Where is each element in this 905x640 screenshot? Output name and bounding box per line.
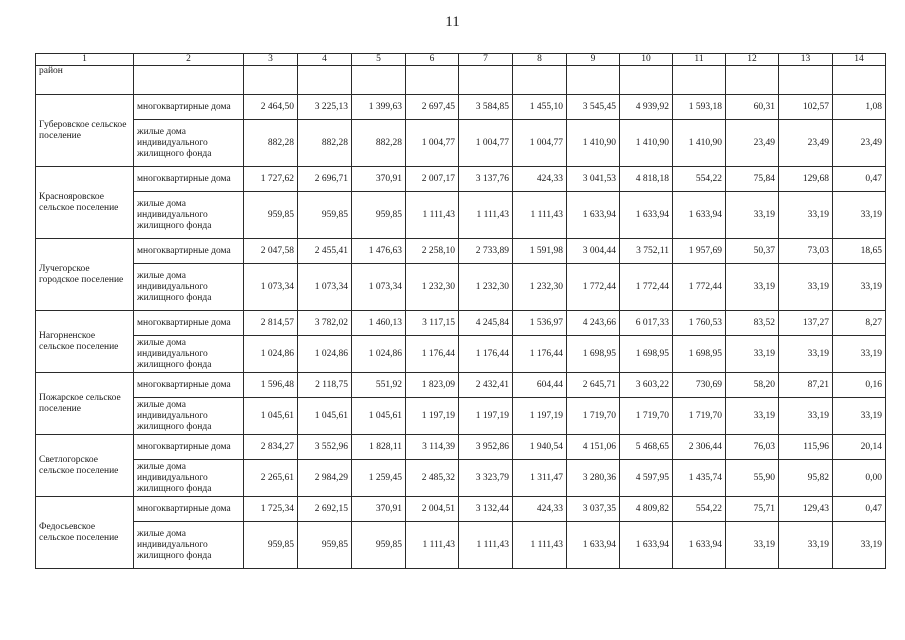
column-number: 2 [134, 54, 244, 66]
value-cell: 3 545,45 [567, 95, 620, 120]
value-cell: 1 633,94 [620, 522, 673, 569]
value-cell: 1 111,43 [459, 192, 513, 239]
settlement-name: Федосьевское сельское поселение [36, 497, 134, 569]
value-cell: 115,96 [779, 435, 833, 460]
table-row-private [36, 398, 886, 435]
empty-cell [726, 66, 779, 95]
column-number: 6 [406, 54, 459, 66]
value-cell: 2 696,71 [298, 167, 352, 192]
value-cell: 3 132,44 [459, 497, 513, 522]
value-cell: 6 017,33 [620, 311, 673, 336]
value-cell: 1 940,54 [513, 435, 567, 460]
empty-cell [779, 66, 833, 95]
value-cell: 4 245,84 [459, 311, 513, 336]
table-row-apartment [36, 497, 886, 522]
settlement-name: Пожарское сельское поселение [36, 373, 134, 435]
table-row-private [36, 120, 886, 167]
value-cell: 1 772,44 [620, 264, 673, 311]
value-cell: 33,19 [726, 264, 779, 311]
value-cell: 1 311,47 [513, 460, 567, 497]
value-cell: 2 464,50 [244, 95, 298, 120]
value-cell: 2 118,75 [298, 373, 352, 398]
value-cell: 1 719,70 [620, 398, 673, 435]
housing-type-private: жилые дома индивидуального жилищного фонда [134, 522, 244, 569]
value-cell: 1 633,94 [673, 192, 726, 239]
value-cell: 1 725,34 [244, 497, 298, 522]
housing-type-private: жилые дома индивидуального жилищного фонда [134, 264, 244, 311]
value-cell: 551,92 [352, 373, 406, 398]
value-cell: 8,27 [833, 311, 886, 336]
empty-cell [406, 66, 459, 95]
value-cell: 1 460,13 [352, 311, 406, 336]
value-cell: 4 939,92 [620, 95, 673, 120]
value-cell: 1 073,34 [352, 264, 406, 311]
value-cell: 959,85 [298, 192, 352, 239]
value-cell: 2 047,58 [244, 239, 298, 264]
value-cell: 33,19 [779, 192, 833, 239]
value-cell: 3 952,86 [459, 435, 513, 460]
value-cell: 1 004,77 [459, 120, 513, 167]
value-cell: 58,20 [726, 373, 779, 398]
value-cell: 1 004,77 [513, 120, 567, 167]
value-cell: 2 814,57 [244, 311, 298, 336]
value-cell: 3 752,11 [620, 239, 673, 264]
value-cell: 1 476,63 [352, 239, 406, 264]
value-cell: 1 176,44 [513, 336, 567, 373]
value-cell: 33,19 [779, 336, 833, 373]
value-cell: 76,03 [726, 435, 779, 460]
value-cell: 882,28 [352, 120, 406, 167]
value-cell: 1 111,43 [513, 192, 567, 239]
value-cell: 3 004,44 [567, 239, 620, 264]
value-cell: 23,49 [833, 120, 886, 167]
value-cell: 1 111,43 [406, 192, 459, 239]
value-cell: 4 597,95 [620, 460, 673, 497]
value-cell: 959,85 [352, 192, 406, 239]
value-cell: 95,82 [779, 460, 833, 497]
value-cell: 33,19 [726, 336, 779, 373]
value-cell: 3 584,85 [459, 95, 513, 120]
value-cell: 1 045,61 [298, 398, 352, 435]
value-cell: 1 232,30 [513, 264, 567, 311]
column-number: 14 [833, 54, 886, 66]
value-cell: 2 834,27 [244, 435, 298, 460]
value-cell: 2 692,15 [298, 497, 352, 522]
value-cell: 959,85 [244, 192, 298, 239]
value-cell: 83,52 [726, 311, 779, 336]
value-cell: 102,57 [779, 95, 833, 120]
table-row-apartment [36, 239, 886, 264]
value-cell: 1 232,30 [459, 264, 513, 311]
value-cell: 1 698,95 [567, 336, 620, 373]
column-number: 5 [352, 54, 406, 66]
value-cell: 4 243,66 [567, 311, 620, 336]
value-cell: 1 698,95 [620, 336, 673, 373]
value-cell: 33,19 [726, 192, 779, 239]
table-row-apartment [36, 167, 886, 192]
value-cell: 1 259,45 [352, 460, 406, 497]
value-cell: 424,33 [513, 167, 567, 192]
value-cell: 33,19 [726, 522, 779, 569]
table-row-private [36, 336, 886, 373]
value-cell: 1 772,44 [567, 264, 620, 311]
value-cell: 1 176,44 [459, 336, 513, 373]
value-cell: 4 809,82 [620, 497, 673, 522]
value-cell: 137,27 [779, 311, 833, 336]
value-cell: 1 727,62 [244, 167, 298, 192]
value-cell: 2 984,29 [298, 460, 352, 497]
value-cell: 1 024,86 [352, 336, 406, 373]
value-cell: 1 004,77 [406, 120, 459, 167]
value-cell: 370,91 [352, 167, 406, 192]
value-cell: 2 645,71 [567, 373, 620, 398]
value-cell: 2 455,41 [298, 239, 352, 264]
value-cell: 20,14 [833, 435, 886, 460]
column-number: 9 [567, 54, 620, 66]
value-cell: 3 114,39 [406, 435, 459, 460]
value-cell: 2 733,89 [459, 239, 513, 264]
value-cell: 604,44 [513, 373, 567, 398]
table-row-apartment [36, 373, 886, 398]
column-number-header [36, 54, 886, 66]
value-cell: 75,84 [726, 167, 779, 192]
value-cell: 2 697,45 [406, 95, 459, 120]
value-cell: 1 633,94 [620, 192, 673, 239]
value-cell: 2 258,10 [406, 239, 459, 264]
housing-type-apartment: многоквартирные дома [134, 497, 244, 522]
value-cell: 5 468,65 [620, 435, 673, 460]
housing-type-apartment: многоквартирные дома [134, 239, 244, 264]
value-cell: 3 323,79 [459, 460, 513, 497]
page-number: 11 [445, 14, 460, 30]
value-cell: 33,19 [833, 336, 886, 373]
empty-cell [620, 66, 673, 95]
value-cell: 87,21 [779, 373, 833, 398]
value-cell: 959,85 [244, 522, 298, 569]
empty-cell [513, 66, 567, 95]
value-cell: 3 137,76 [459, 167, 513, 192]
value-cell: 23,49 [726, 120, 779, 167]
value-cell: 18,65 [833, 239, 886, 264]
value-cell: 1 111,43 [459, 522, 513, 569]
value-cell: 1 591,98 [513, 239, 567, 264]
column-number: 1 [36, 54, 134, 66]
housing-type-apartment: многоквартирные дома [134, 167, 244, 192]
column-number: 4 [298, 54, 352, 66]
value-cell: 1 593,18 [673, 95, 726, 120]
value-cell: 1 073,34 [244, 264, 298, 311]
value-cell: 33,19 [779, 398, 833, 435]
column-number: 11 [673, 54, 726, 66]
value-cell: 0,47 [833, 497, 886, 522]
value-cell: 33,19 [726, 398, 779, 435]
column-number: 7 [459, 54, 513, 66]
value-cell: 75,71 [726, 497, 779, 522]
value-cell: 3 603,22 [620, 373, 673, 398]
value-cell: 1 760,53 [673, 311, 726, 336]
value-cell: 554,22 [673, 167, 726, 192]
value-cell: 1 197,19 [513, 398, 567, 435]
empty-cell [459, 66, 513, 95]
district-cell: район [36, 66, 134, 95]
value-cell: 129,43 [779, 497, 833, 522]
value-cell: 73,03 [779, 239, 833, 264]
value-cell: 50,37 [726, 239, 779, 264]
value-cell: 2 485,32 [406, 460, 459, 497]
housing-type-apartment: многоквартирные дома [134, 373, 244, 398]
table-row-private [36, 192, 886, 239]
empty-cell [567, 66, 620, 95]
housing-type-apartment: многоквартирные дома [134, 95, 244, 120]
value-cell: 55,90 [726, 460, 779, 497]
value-cell: 1 111,43 [513, 522, 567, 569]
settlement-name: Нагорненское сельское поселение [36, 311, 134, 373]
value-cell: 0,47 [833, 167, 886, 192]
value-cell: 1 455,10 [513, 95, 567, 120]
value-cell: 3 041,53 [567, 167, 620, 192]
value-cell: 3 117,15 [406, 311, 459, 336]
value-cell: 33,19 [833, 522, 886, 569]
column-number: 10 [620, 54, 673, 66]
housing-type-apartment: многоквартирные дома [134, 311, 244, 336]
value-cell: 1 633,94 [567, 522, 620, 569]
value-cell: 2 306,44 [673, 435, 726, 460]
empty-cell [352, 66, 406, 95]
value-cell: 1 232,30 [406, 264, 459, 311]
value-cell: 1 957,69 [673, 239, 726, 264]
column-number: 13 [779, 54, 833, 66]
housing-type-apartment: многоквартирные дома [134, 435, 244, 460]
table-row-private [36, 264, 886, 311]
value-cell: 882,28 [298, 120, 352, 167]
value-cell: 959,85 [298, 522, 352, 569]
value-cell: 1 045,61 [352, 398, 406, 435]
value-cell: 1 073,34 [298, 264, 352, 311]
empty-cell [134, 66, 244, 95]
table-body [36, 66, 886, 569]
value-cell: 1 435,74 [673, 460, 726, 497]
housing-type-private: жилые дома индивидуального жилищного фонда [134, 398, 244, 435]
value-cell: 1 410,90 [567, 120, 620, 167]
value-cell: 730,69 [673, 373, 726, 398]
value-cell: 33,19 [779, 264, 833, 311]
table-row-private [36, 522, 886, 569]
housing-type-private: жилые дома индивидуального жилищного фонда [134, 460, 244, 497]
table-row-apartment [36, 95, 886, 120]
table-row-continuation [36, 66, 886, 95]
value-cell: 1 719,70 [567, 398, 620, 435]
value-cell: 3 552,96 [298, 435, 352, 460]
value-cell: 370,91 [352, 497, 406, 522]
value-cell: 1 772,44 [673, 264, 726, 311]
value-cell: 1 823,09 [406, 373, 459, 398]
value-cell: 3 225,13 [298, 95, 352, 120]
housing-type-private: жилые дома индивидуального жилищного фонда [134, 336, 244, 373]
empty-cell [244, 66, 298, 95]
value-cell: 33,19 [779, 522, 833, 569]
value-cell: 1 197,19 [406, 398, 459, 435]
column-number: 8 [513, 54, 567, 66]
tariff-table [35, 53, 886, 569]
value-cell: 23,49 [779, 120, 833, 167]
value-cell: 1 536,97 [513, 311, 567, 336]
value-cell: 60,31 [726, 95, 779, 120]
value-cell: 1 024,86 [298, 336, 352, 373]
value-cell: 1,08 [833, 95, 886, 120]
table-row-apartment [36, 435, 886, 460]
value-cell: 1 698,95 [673, 336, 726, 373]
settlement-name: Краснояровское сельское поселение [36, 167, 134, 239]
empty-cell [673, 66, 726, 95]
value-cell: 129,68 [779, 167, 833, 192]
settlement-name: Лучегорское городское поселение [36, 239, 134, 311]
value-cell: 3 782,02 [298, 311, 352, 336]
value-cell: 1 399,63 [352, 95, 406, 120]
table-row-apartment [36, 311, 886, 336]
value-cell: 1 045,61 [244, 398, 298, 435]
empty-cell [833, 66, 886, 95]
housing-type-private: жилые дома индивидуального жилищного фонда [134, 192, 244, 239]
value-cell: 1 024,86 [244, 336, 298, 373]
value-cell: 1 410,90 [620, 120, 673, 167]
value-cell: 882,28 [244, 120, 298, 167]
value-cell: 2 007,17 [406, 167, 459, 192]
column-number: 3 [244, 54, 298, 66]
value-cell: 33,19 [833, 398, 886, 435]
settlement-name: Губеровское сельское поселение [36, 95, 134, 167]
value-cell: 959,85 [352, 522, 406, 569]
settlement-name: Светлогорское сельское поселение [36, 435, 134, 497]
value-cell: 1 828,11 [352, 435, 406, 460]
value-cell: 2 004,51 [406, 497, 459, 522]
value-cell: 2 265,61 [244, 460, 298, 497]
column-number: 12 [726, 54, 779, 66]
value-cell: 1 633,94 [673, 522, 726, 569]
value-cell: 1 197,19 [459, 398, 513, 435]
value-cell: 33,19 [833, 192, 886, 239]
value-cell: 33,19 [833, 264, 886, 311]
housing-type-private: жилые дома индивидуального жилищного фонда [134, 120, 244, 167]
value-cell: 0,16 [833, 373, 886, 398]
value-cell: 1 410,90 [673, 120, 726, 167]
empty-cell [298, 66, 352, 95]
value-cell: 1 719,70 [673, 398, 726, 435]
value-cell: 4 151,06 [567, 435, 620, 460]
value-cell: 424,33 [513, 497, 567, 522]
value-cell: 1 633,94 [567, 192, 620, 239]
value-cell: 4 818,18 [620, 167, 673, 192]
value-cell: 3 280,36 [567, 460, 620, 497]
value-cell: 554,22 [673, 497, 726, 522]
value-cell: 1 176,44 [406, 336, 459, 373]
table-row-private [36, 460, 886, 497]
value-cell: 0,00 [833, 460, 886, 497]
value-cell: 1 596,48 [244, 373, 298, 398]
value-cell: 2 432,41 [459, 373, 513, 398]
value-cell: 1 111,43 [406, 522, 459, 569]
value-cell: 3 037,35 [567, 497, 620, 522]
